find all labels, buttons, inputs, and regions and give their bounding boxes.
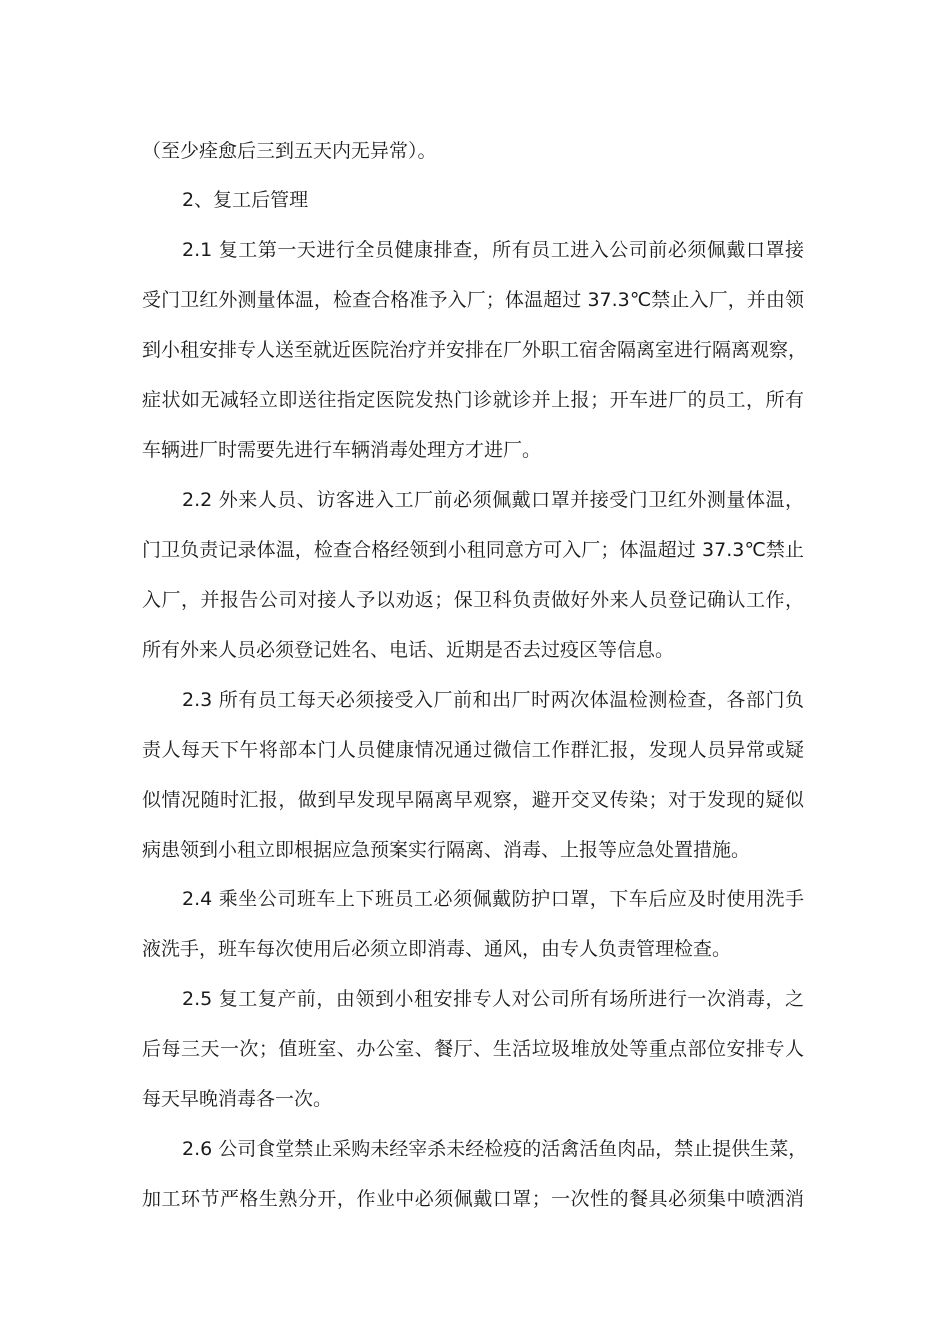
text-line <box>0 585 950 615</box>
line-text: 车辆进厂时需要先进行车辆消毒处理方才进厂。 <box>142 439 542 461</box>
paragraph-first-line <box>0 1134 950 1164</box>
paragraph-first-line <box>0 984 950 1014</box>
line-text: 2.4 乘坐公司班车上下班员工必须佩戴防护口罩，下车后应及时使用洗手 <box>182 888 804 910</box>
line-text: （至少痊愈后三到五天内无异常）。 <box>142 140 437 162</box>
section-heading-text: 2、复工后管理 <box>182 189 309 211</box>
line-text: 后每三天一次；值班室、办公室、餐厅、生活垃圾堆放处等重点部位安排专人 <box>142 1038 804 1060</box>
section-heading <box>0 185 950 215</box>
line-text: 责人每天下午将部本门人员健康情况通过微信工作群汇报，发现人员异常或疑 <box>142 739 804 761</box>
text-line <box>0 1184 950 1214</box>
paragraph-last-line <box>0 635 950 665</box>
line-text: 所有外来人员必须登记姓名、电话、近期是否去过疫区等信息。 <box>142 639 675 661</box>
line-text: 症状如无减轻立即送往指定医院发热门诊就诊并上报；开车进厂的员工，所有 <box>142 389 804 411</box>
paragraph-first-line <box>0 235 950 265</box>
text-line <box>0 335 950 365</box>
line-text: 2.6 公司食堂禁止采购未经宰杀未经检疫的活禽活鱼肉品，禁止提供生菜， <box>182 1138 808 1160</box>
paragraph-first-line <box>0 884 950 914</box>
line-text: 2.3 所有员工每天必须接受入厂前和出厂时两次体温检测检查，各部门负 <box>182 689 804 711</box>
text-line <box>0 285 950 315</box>
line-text: 似情况随时汇报，做到早发现早隔离早观察，避开交叉传染；对于发现的疑似 <box>142 789 804 811</box>
text-line <box>0 1034 950 1064</box>
paragraph-last-line <box>0 835 950 865</box>
paragraph-last-line <box>0 435 950 465</box>
line-text: 受门卫红外测量体温，检查合格准予入厂；体温超过 37.3℃禁止入厂，并由领 <box>142 289 804 311</box>
line-text: 到小租安排专人送至就近医院治疗并安排在厂外职工宿舍隔离室进行隔离观察， <box>142 339 808 361</box>
paragraph-first-line <box>0 485 950 515</box>
text-line <box>0 385 950 415</box>
paragraph-last-line <box>0 1084 950 1114</box>
paragraph-first-line <box>0 685 950 715</box>
line-text: 2.1 复工第一天进行全员健康排查，所有员工进入公司前必须佩戴口罩接 <box>182 239 804 261</box>
line-text: 门卫负责记录体温，检查合格经领到小租同意方可入厂；体温超过 37.3℃禁止 <box>142 539 804 561</box>
text-line <box>0 785 950 815</box>
line-text: 2.5 复工复产前，由领到小租安排专人对公司所有场所进行一次消毒，之 <box>182 988 804 1010</box>
paragraph-last-line <box>0 934 950 964</box>
line-text: 入厂，并报告公司对接人予以劝返；保卫科负责做好外来人员登记确认工作， <box>142 589 804 611</box>
text-line <box>0 535 950 565</box>
line-text: 液洗手，班车每次使用后必须立即消毒、通风，由专人负责管理检查。 <box>142 938 732 960</box>
line-text: 每天早晚消毒各一次。 <box>142 1088 333 1110</box>
text-line <box>0 136 950 166</box>
line-text: 病患领到小租立即根据应急预案实行隔离、消毒、上报等应急处置措施。 <box>142 839 751 861</box>
line-text: 2.2 外来人员、访客进入工厂前必须佩戴口罩并接受门卫红外测量体温， <box>182 489 804 511</box>
line-text: 加工环节严格生熟分开，作业中必须佩戴口罩；一次性的餐具必须集中喷洒消 <box>142 1188 804 1210</box>
text-line <box>0 735 950 765</box>
